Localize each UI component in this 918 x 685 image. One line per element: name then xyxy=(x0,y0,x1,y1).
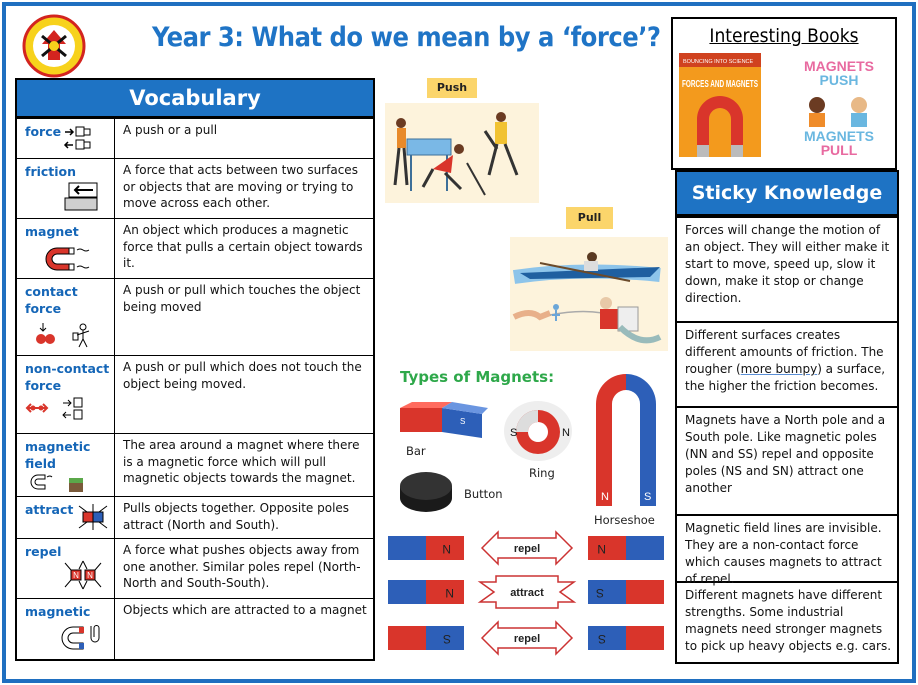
ring-label: Ring xyxy=(529,466,555,480)
vocab-row-repel xyxy=(17,538,373,598)
pole-n: N xyxy=(445,586,454,600)
interesting-books-panel xyxy=(671,17,897,170)
pole-s: S xyxy=(595,586,604,600)
bar-magnet-image xyxy=(396,402,488,444)
vocab-term: non-contact force xyxy=(25,361,110,393)
svg-text:N: N xyxy=(87,571,93,580)
magnet-paperclip-icon xyxy=(61,623,107,655)
book2-line2: PUSH xyxy=(819,72,859,88)
button-label: Button xyxy=(464,487,503,501)
vocab-definition: A push or pull which does not touch the object being moved. xyxy=(123,360,362,391)
sticky-knowledge-panel xyxy=(675,170,899,664)
pole-n: N xyxy=(442,542,451,556)
vocab-definition: A push or pull which touches the object being moved xyxy=(123,283,361,314)
push-pull-icon xyxy=(63,123,93,153)
book2-line1: MAGNETS xyxy=(804,58,874,74)
vocab-row-friction xyxy=(17,158,373,218)
bar-label: Bar xyxy=(406,444,426,458)
bar-pole-s: S xyxy=(460,417,466,426)
horseshoe-pole-n: N xyxy=(601,491,609,503)
vocab-definition: The area around a magnet where there is a magnetic force which will pull magnetic objects towards the magnet. xyxy=(123,438,360,485)
repel-icon xyxy=(63,559,103,591)
non-contact-force-icon xyxy=(25,396,105,422)
vocab-definition: An object which produces a magnetic force that pulls a certain object towards it. xyxy=(123,223,363,270)
vocab-row-contact-force xyxy=(17,278,373,355)
sticky-item-friction: Different surfaces creates different amounts of friction. The rougher (more bumpy) a surface, the higher the friction becomes. xyxy=(677,321,897,406)
push-illustration xyxy=(385,103,539,203)
horseshoe-pole-s: S xyxy=(644,491,652,503)
vocab-term: force xyxy=(25,124,62,139)
sticky-knowledge-heading: Sticky Knowledge xyxy=(677,172,897,216)
ring-pole-n: N xyxy=(562,427,570,439)
vocab-definition: A force what pushes objects away from one another. Similar poles repel (North-North and South-South). xyxy=(123,543,361,590)
vocab-term: attract xyxy=(25,502,74,517)
book1-title: FORCES AND MAGNETS xyxy=(682,79,759,90)
book2-line3: MAGNETS xyxy=(804,128,874,144)
ring-pole-s: S xyxy=(510,427,518,439)
book1-series: BOUNCING INTO SCIENCE xyxy=(683,59,754,65)
books-heading: Interesting Books xyxy=(709,25,859,47)
vocab-definition: A force that acts between two surfaces or objects that are moving or trying to move across each other. xyxy=(123,163,358,210)
page-title: Year 3: What do we mean by a ‘force’? xyxy=(152,22,661,53)
pole-s: S xyxy=(442,632,451,646)
vocab-term: magnetic field xyxy=(25,439,91,471)
sticky-item-field-lines: Magnetic field lines are invisible. They are a non-contact force which causes magnets to attract of repel. xyxy=(677,514,897,581)
friction-icon xyxy=(63,181,99,213)
vocab-row-non-contact-force xyxy=(17,355,373,433)
sticky-item-strength: Different magnets have different strengths. Some industrial magnets need stronger magnets to pick up heavy objects e.g. cars. xyxy=(677,581,897,660)
attract-repel-diagram xyxy=(386,528,668,664)
vocab-definition: A push or a pull xyxy=(123,123,218,137)
vocab-row-magnetic xyxy=(17,598,373,659)
vocab-definition: Pulls objects together. Opposite poles attract (North and South). xyxy=(123,501,350,532)
types-of-magnets-heading: Types of Magnets: xyxy=(400,368,555,386)
vocab-row-magnetic-field xyxy=(17,433,373,496)
ring-magnet-image xyxy=(500,398,576,464)
school-logo xyxy=(22,14,86,78)
svg-text:N: N xyxy=(73,571,79,580)
repel-text: repel xyxy=(513,543,541,555)
vocab-row-magnet xyxy=(17,218,373,278)
vocab-term: magnet xyxy=(25,224,79,239)
vocabulary-heading: Vocabulary xyxy=(17,80,373,118)
vocabulary-table xyxy=(15,78,375,661)
magnetic-field-icon xyxy=(31,472,91,494)
book-cover-forces-and-magnets xyxy=(679,53,761,157)
horseshoe-magnet-icon xyxy=(43,245,93,273)
vocab-term: magnetic xyxy=(25,604,91,619)
repel-text: repel xyxy=(513,633,541,645)
pole-s: S xyxy=(597,632,606,646)
pole-n: N xyxy=(597,542,606,556)
vocab-row-attract xyxy=(17,496,373,538)
pull-label: Pull xyxy=(566,207,613,229)
attract-text: attract xyxy=(510,587,544,599)
pull-illustration xyxy=(510,237,668,351)
attract-icon xyxy=(77,502,109,532)
vocab-term: friction xyxy=(25,164,77,179)
horseshoe-magnet-image xyxy=(592,370,660,510)
vocab-definition: Objects which are attracted to a magnet xyxy=(123,603,367,617)
sticky-item-forces: Forces will change the motion of an object. They will either make it start to move, speed up, slow it down, make it stop or change direction. xyxy=(677,216,897,321)
repel-row-top xyxy=(388,532,664,564)
underlined-phrase: more bumpy xyxy=(740,362,818,376)
vocab-term: repel xyxy=(25,544,62,559)
button-magnet-image xyxy=(398,468,454,514)
vocab-term: contact force xyxy=(25,284,78,316)
book2-line4: PULL xyxy=(820,142,858,158)
push-label: Push xyxy=(427,78,477,98)
vocab-row-force xyxy=(17,118,373,158)
attract-row xyxy=(388,576,664,608)
horseshoe-label: Horseshoe xyxy=(594,513,655,527)
repel-row-bottom xyxy=(388,622,664,654)
book-cover-magnets-push-magnets-pull xyxy=(791,53,887,157)
sticky-item-poles: Magnets have a North pole and a South pole. Like magnetic poles (NN and SS) repel and opposite poles (NS and SN) attract one another xyxy=(677,406,897,514)
contact-force-icon xyxy=(35,321,101,349)
